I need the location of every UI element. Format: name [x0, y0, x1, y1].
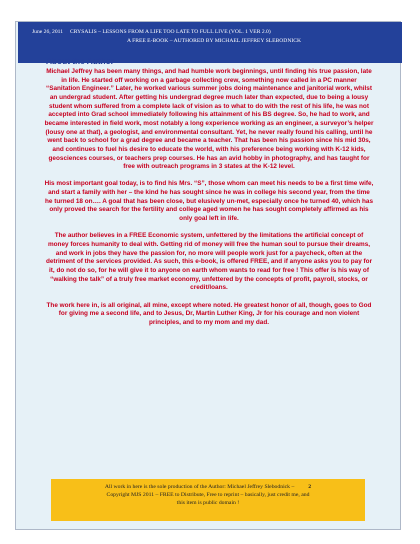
footer-line-1	[57, 483, 359, 491]
footer-copyright-line: Copyright MJS 2011 – FREE to Distribute, Free to reprint – basically, just credit me, and	[106, 492, 310, 498]
header-series-title: CRYSALIS – LESSONS FROM A LIFE TOO LATE TO FULL LIVE (VOL. 1 VER 2.0)	[70, 29, 271, 35]
paragraph: His most important goal today, is to find his Mrs. “S”, those whom can meet his needs to be a first time wife, and start a family with her – the kind he has sought since he was in college his second year, from the time he turned 18 on…. A goal that has been close, but elusively un-met, especially once he turned 40, which has only proved the search for the fertility and college aged women he has sought completely affirmed as his only goal left in life.	[44, 180, 374, 223]
paragraph: The work here in, is all original, all mine, except where noted. He greatest honor of all, though, goes to God for giving me a second life, and to Jesus, Dr, Martin Luther King, Jr for his courage and non violent principles, and to my mom and my dad.	[46, 301, 372, 326]
section-title: About the Author	[46, 56, 114, 66]
paragraph: Michael Jeffrey has been many things, and had humble work beginnings, until finding his true passion, late in life. He started off working on a garbage collecting crew, something now called in a PC manner “Sanitation Engineer.” Later, he worked various summer jobs doing maintenance and janitorial work, whilst an undergrad student. After getting his undergrad degree much later than expected, due to being a lousy student whom suffered from a complete lack of vision as to what to do with the rest of his life, he was not accepted into Grad school immediately following his attainment of his BS degree. So, he had to work, and became interested in field work, most notably a long experience working as an engineer, a surveyor’s helper (lousy one at that), a geologist, and environmental consultant. Yet, he never really found his calling, until he went back to school for a grad degree and became a teacher. That has been his passion since his mid 30s, and continues to fuel his desire to educate the world, with his preference being working with K-12 kids, geosciences courses, or teachers prep courses. He has an avid hobby in photography, and has taught for free with outreach programs in 3 states at the K-12 level.	[44, 68, 374, 171]
footer-public-domain-line: this item is public domain !	[176, 500, 240, 506]
header-line-1	[32, 28, 396, 37]
footer-author-line: All work in here is the sole production of the Author: Michael Jeffrey Slebodnick –	[104, 484, 295, 490]
header-date: June 26, 2011	[32, 29, 64, 35]
page-number: 2	[308, 484, 312, 490]
paragraph: The author believes in a FREE Economic system, unfettered by the limitations the artificial concept of money forces humanity to deal with. Getting rid of money will free the human soul to pursue their dreams, and work in jobs they have the passion for, no more will people work just for a paycheck, often at the detriment of the services provided. As such, this e-book, is offered FREE, and if anyone asks you to pay for it, do not do so, for he will give it to anyone on earth whom wants to read for free ! This offer is his way of “walking the talk” of a truly free market economy, unfettered by the concepts of profit, payroll, stocks, or credit/loans.	[45, 232, 373, 292]
header-subtitle: A FREE E-BOOK – AUTHORED BY MICHAEL JEFFREY SLEBODNICK	[126, 38, 302, 44]
body-text	[44, 68, 374, 336]
page-footer	[51, 479, 365, 521]
